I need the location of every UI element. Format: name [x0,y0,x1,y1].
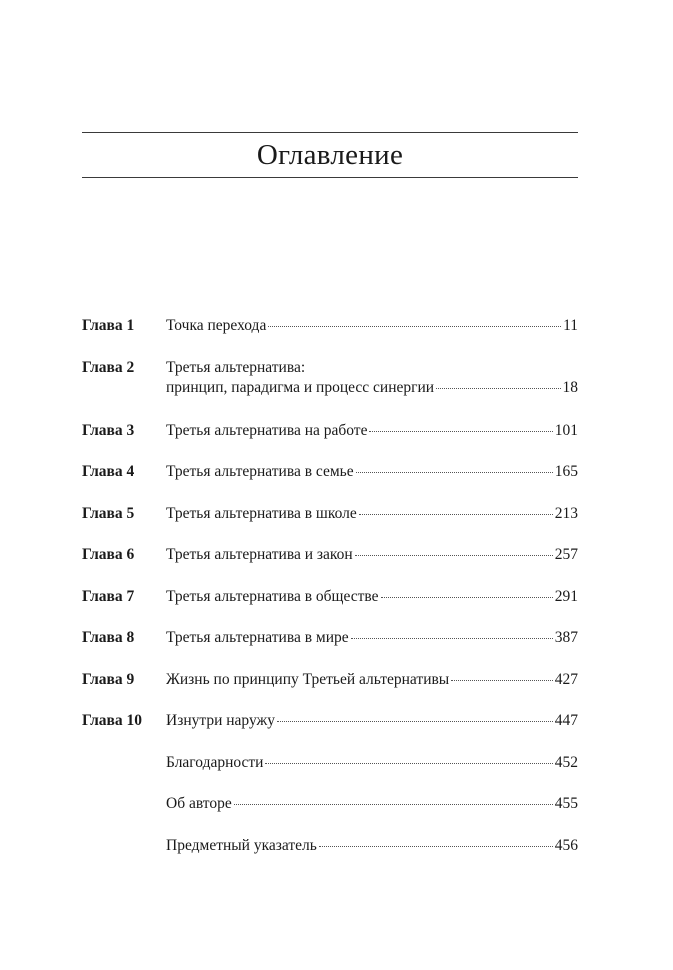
title-bottom-rule [82,177,578,178]
dot-leader [319,846,553,847]
dot-leader [381,597,553,598]
page-number: 101 [554,422,578,439]
dot-leader [351,638,553,639]
entry-title: Третья альтернатива на работе [166,422,368,439]
chapter-label: Глава 8 [82,629,135,646]
page-title: Оглавление [256,139,404,171]
entry-title-line-2: принцип, парадигма и процесс синергии [166,379,435,396]
entry-title: Благодарности [166,754,264,771]
chapter-label: Глава 5 [82,505,135,522]
entry-title: Об авторе [166,795,232,812]
entry-title: Предметный указатель [166,837,317,854]
dot-leader [369,431,552,432]
page-number: 387 [554,629,578,646]
page-number: 18 [562,379,578,396]
entry-title: Третья альтернатива в мире [166,629,349,646]
page-number: 427 [554,671,578,688]
dot-leader [355,555,553,556]
dot-leader [356,472,553,473]
entry-title: Точка перехода [166,317,267,334]
chapter-label: Глава 2 [82,359,135,376]
page-number: 11 [563,317,578,334]
entry-title: Третья альтернатива и закон [166,546,353,563]
entry-title: Третья альтернатива в обществе [166,588,379,605]
page-number: 257 [554,546,578,563]
entry-title-line-1: Третья альтернатива: [166,359,306,376]
page-number: 447 [554,712,578,729]
page-number: 455 [554,795,578,812]
chapter-label: Глава 1 [82,317,135,334]
chapter-label: Глава 7 [82,588,135,605]
dot-leader [277,721,553,722]
page-number: 165 [554,463,578,480]
page-number: 456 [554,837,578,854]
dot-leader [268,326,561,327]
dot-leader [451,680,553,681]
dot-leader [436,388,560,389]
title-top-rule [82,132,578,133]
page-number: 291 [554,588,578,605]
chapter-label: Глава 3 [82,422,135,439]
dot-leader [359,514,553,515]
chapter-label: Глава 4 [82,463,135,480]
chapter-label: Глава 9 [82,671,135,688]
page-number: 213 [554,505,578,522]
page-number: 452 [554,754,578,771]
chapter-label: Глава 6 [82,546,135,563]
entry-title: Изнутри наружу [166,712,275,729]
entry-title: Третья альтернатива в школе [166,505,357,522]
dot-leader [234,804,553,805]
chapter-label: Глава 10 [82,712,143,729]
entry-title: Третья альтернатива в семье [166,463,354,480]
dot-leader [265,763,552,764]
entry-title: Жизнь по принципу Третьей альтернативы [166,671,450,688]
